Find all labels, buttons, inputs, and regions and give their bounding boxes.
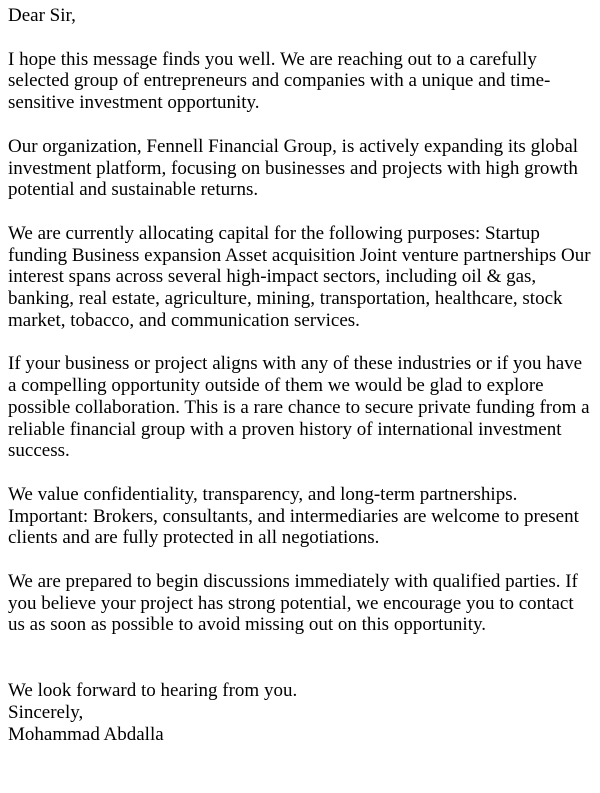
paragraph-purposes-sectors: We are currently allocating capital for the following purposes: Startup funding Business expansion Asset acquisition Joint venture partnerships Our interest spans across several high-impact sectors, including oil & gas, banking, real estate, agriculture, mining, transportation, healthcare, stock market, tobacco, and communication services. (8, 222, 591, 331)
salutation: Dear Sir, (8, 5, 76, 26)
paragraph-collaboration: If your business or project aligns with any of these industries or if you have a compelling opportunity outside of them we would be glad to explore possible collaboration. This is a rare chance to secure private funding from a reliable financial group with a proven history of international investment success. (8, 353, 590, 462)
paragraph-confidentiality: We value confidentiality, transparency, and long-term partnerships. Important: Brokers, consultants, and intermediaries are welcome to present clients and are fully protected in all negotiations. (8, 483, 579, 549)
paragraph-call-to-action: We are prepared to begin discussions immediately with qualified parties. If you believe your project has strong potential, we encourage you to contact us as soon as possible to avoid missing out on this opportunity. (8, 571, 578, 636)
closing-sincerely: Sincerely, (8, 701, 84, 723)
paragraph-intro: I hope this message finds you well. We are reaching out to a carefully selected group of entrepreneurs and companies with a unique and time-sensitive investment opportunity. (8, 48, 551, 114)
closing-line: We look forward to hearing from you. (8, 680, 298, 702)
signature-name: Mohammad Abdalla (8, 723, 164, 745)
paragraph-organization: Our organization, Fennell Financial Group, is actively expanding its global investment platform, focusing on businesses and projects with high growth potential and sustainable returns. (8, 135, 579, 201)
email-body (8, 5, 592, 745)
closing-block (8, 680, 592, 745)
